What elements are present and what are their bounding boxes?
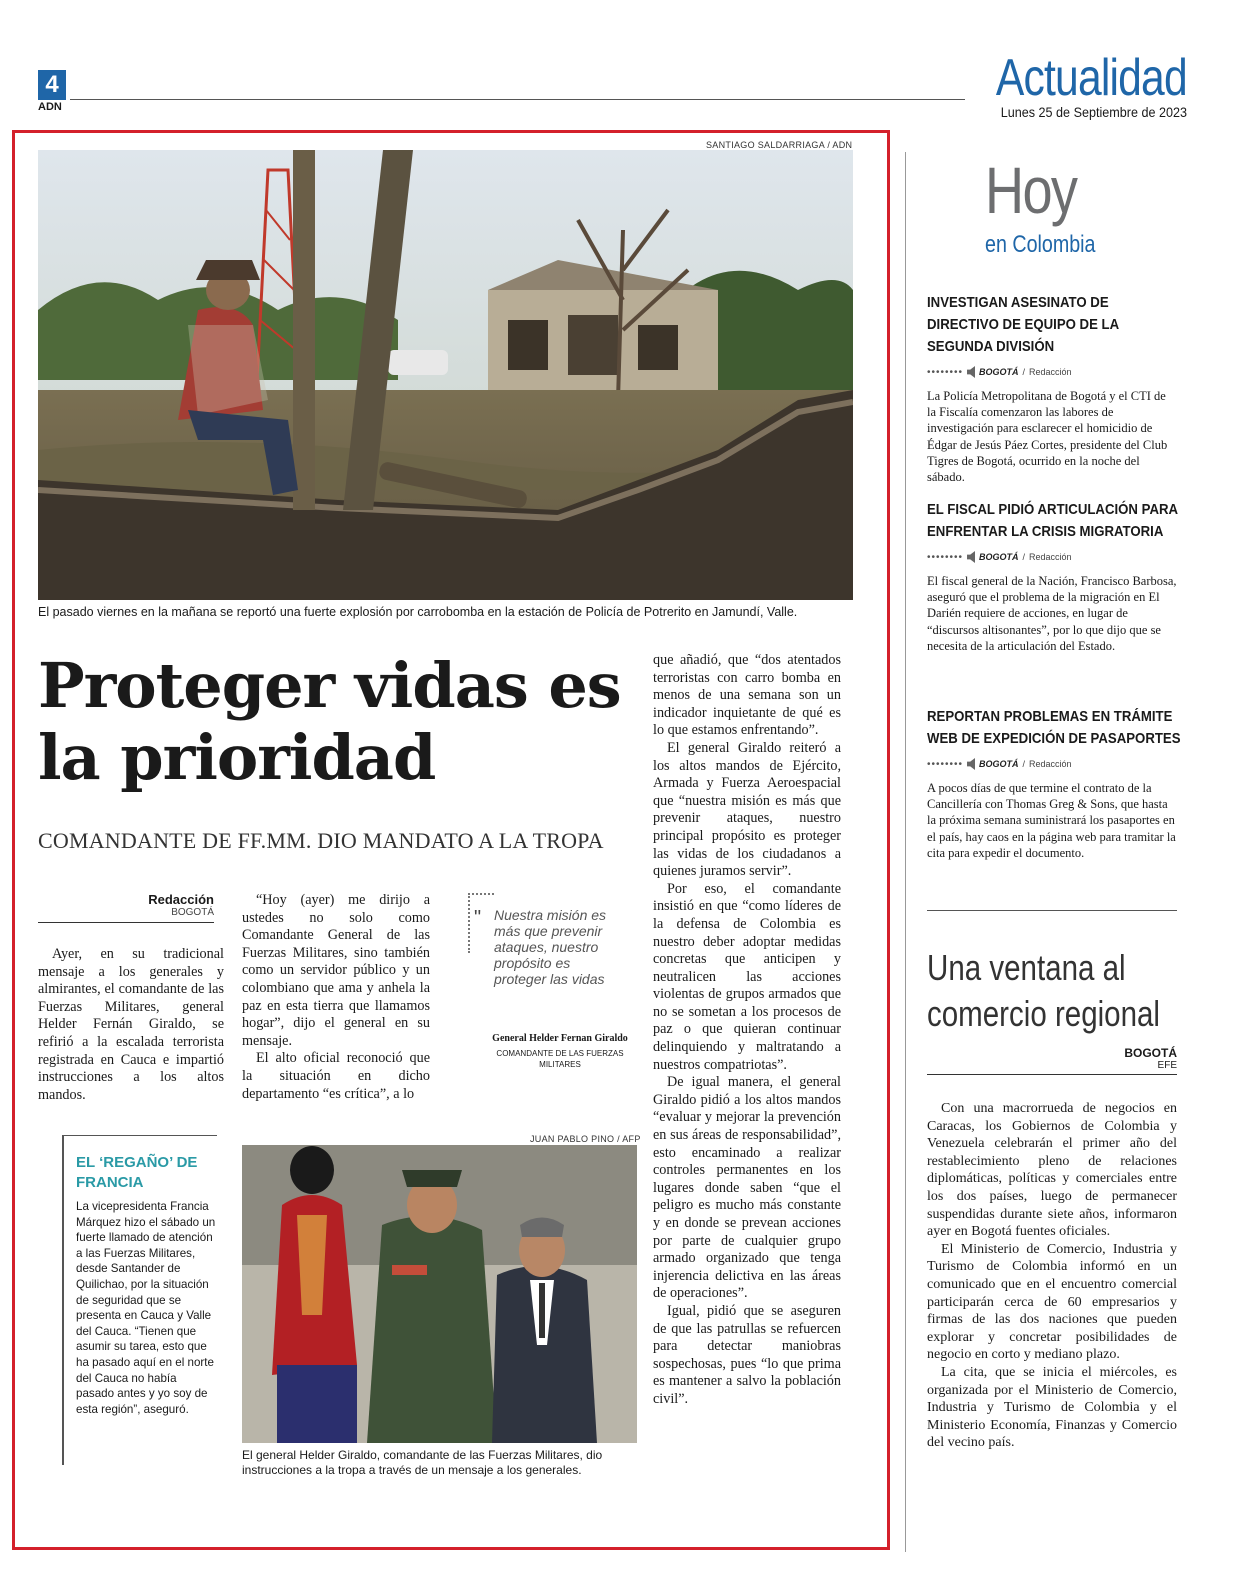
brief-meta (927, 758, 1177, 770)
paragraph: Con una macrorrueda de negocios en Caracas, los Gobiernos de Colombia y Venezuela celebrarán el primer año del restablecimiento pleno de relaciones diplomáticas, políticas y comerciales entre los dos países, luego de permanecer suspendidas durante siete años, informaron ayer en Bogotá fuentes oficiales. (927, 1101, 1177, 1240)
dots-icon: •••••••• (927, 366, 964, 378)
dots-icon: •••••••• (927, 758, 964, 770)
brief-body: A pocos días de que termine el contrato de la Cancillería con Thomas Greg & Sons, que hasta la próxima semana suministrará los pasaportes en el país, hay caos en la página web para tramitar la cita para expedir el documento. (927, 781, 1176, 860)
brief-meta (927, 366, 1177, 378)
hero-photo-credit: SANTIAGO SALDARRIAGA / ADN (706, 140, 853, 150)
brief-item (927, 706, 1181, 861)
page-number: 4 (38, 70, 66, 100)
box-title: EL ‘REGAÑO’ DE FRANCIA (76, 1154, 198, 1191)
dots-icon: •••••••• (927, 551, 964, 563)
deck: COMANDANTE DE FF.MM. DIO MANDATO A LA TROPA (38, 828, 604, 853)
speaker-icon (967, 366, 975, 378)
ventana-title: Una ventana al comercio regional (927, 947, 1160, 1034)
brief-location: BOGOTÁ (979, 759, 1019, 769)
brief-location: BOGOTÁ (979, 367, 1019, 377)
speaker-icon (967, 551, 975, 563)
paragraph: “Hoy (ayer) me dirijo a ustedes no solo como Comandante General de las Fuerzas Militares, sino también como un servidor público y un colombiano que ama y anhela la paz en esta tierra que llamamos hogar”, dijo el general en su mensaje. (242, 892, 430, 1049)
column-divider (905, 152, 906, 1552)
ventana-body (927, 1100, 1177, 1452)
paragraph: Ayer, en su tradicional mensaje a los generales y almirantes, el comandante de las Fuerzas Militares, general Helder Fernán Giraldo, se refirió a la escalada terrorista registrada en Cauca e impartió instrucciones a los altos mandos. (38, 946, 224, 1103)
pull-quote-text: Nuestra misión es más que prevenir ataques, nuestro propósito es proteger las vidas (494, 907, 607, 987)
byline-location: BOGOTÁ (171, 907, 214, 918)
sidebar-divider (927, 910, 1177, 911)
sidebar-title: Hoy (985, 153, 1077, 227)
brief-title: EL FISCAL PIDIÓ ARTICULACIÓN PARA ENFRENTAR LA CRISIS MIGRATORIA (927, 501, 1178, 540)
ventana-byline (927, 1046, 1177, 1075)
headline: Proteger vidas es la prioridad (38, 649, 621, 794)
header-rule (70, 99, 965, 100)
pull-quote-attribution (490, 1033, 630, 1070)
ventana-location: BOGOTÁ (1124, 1046, 1177, 1060)
paragraph: De igual manera, el general Giraldo pidió a los altos mandos “evaluar y mejorar la prevención en sus áreas de responsabilidad”, esto encaminado a realizar controles permanentes en los lugares donde saben “que el peligro es mucho más constante y en donde se prevean acciones por parte de cualquier grupo armado organizado que tenga injerencia delictiva en las áreas de operaciones”. (653, 1074, 841, 1302)
photo2-credit: JUAN PABLO PINO / AFP (530, 1134, 641, 1144)
separator: / (1022, 367, 1026, 377)
hero-photo (38, 150, 853, 600)
paragraph: El Ministerio de Comercio, Industria y Turismo de Colombia informó en un comunicado que en el encuentro comercial participarán cerca de 60 empresarios y firmas de las dos naciones que pueden explorar y concretar posibilidades de negocio en corto y mediano plazo. (927, 1241, 1177, 1363)
quote-mark-icon: " (474, 907, 482, 929)
pull-quote-name: General Helder Fernan Giraldo (492, 1033, 628, 1044)
separator: / (1022, 759, 1026, 769)
hero-caption: El pasado viernes en la mañana se reportó una fuerte explosión por carrobomba en la estación de Policía de Potrerito en Jamundí, Valle. (38, 605, 798, 619)
pull-quote-role: COMANDANTE DE LAS FUERZAS MILITARES (496, 1049, 624, 1069)
ventana-source: EFE (1157, 1060, 1177, 1071)
body-column-2 (242, 892, 430, 1103)
body-column-4 (653, 652, 841, 1409)
byline (38, 892, 214, 923)
issue-date: Lunes 25 de Septiembre de 2023 (1000, 104, 1187, 120)
brief-source: Redacción (1029, 367, 1072, 377)
brief-title: INVESTIGAN ASESINATO DE DIRECTIVO DE EQUIPO DE LA SEGUNDA DIVISIÓN (927, 294, 1119, 355)
paragraph: El alto oficial reconoció que la situación en dicho departamento “es crítica”, a lo (242, 1050, 430, 1102)
brief-item (927, 499, 1177, 654)
box-body: La vicepresidenta Francia Márquez hizo el sábado un fuerte llamado de atención a las Fuerzas Militares, desde Santander de Quilichao, por la situación de seguridad que se presenta en Cauca y Valle del Cauca. “Tienen que asumir su tarea, esto que ha pasado aquí en el norte del Cauca no había pasado antes y yo soy de esta región”, aseguró. (76, 1200, 216, 1416)
brief-body: La Policía Metropolitana de Bogotá y el CTI de la Fiscalía comenzaron las labores de investigación para esclarecer el homicidio de Édgar de Jesús Páez Cortes, presidente del Club Tigres de Bogotá, ocurrido en la noche del sábado. (927, 389, 1168, 485)
general-photo (242, 1145, 637, 1443)
brief-source: Redacción (1029, 552, 1072, 562)
paragraph: El general Giraldo reiteró a los altos mandos de Ejército, Armada y Fuerza Aeroespacial que “nuestra misión es más que prevenir ataques, nuestro principal propósito es proteger las vidas de los ciudadanos a quienes juramos servir”. (653, 739, 841, 880)
paragraph: Por eso, el comandante insistió en que “como líderes de la defensa de Colombia es nuestro deber adoptar medidas concretas que anticipen y neutralicen las acciones violentas de grupos armados que no se sometan a los procesos de paz o que quieran continuar delinquiendo y maltratando a nuestros compatriotas”. (653, 880, 841, 1073)
brand-logo: ADN (38, 101, 62, 113)
section-title: Actualidad (996, 49, 1187, 107)
paragraph: Igual, pidió que se aseguren de que las patrullas se refuercen para detectar maniobras sospechosas, pues “lo que prima es mantener a salvo la población civil”. (653, 1302, 841, 1407)
brief-meta (927, 551, 1177, 563)
paragraph: La cita, que se inicia el miércoles, es organizada por el Ministerio de Comercio, Industria y Turismo de Colombia y el Ministerio Economía, Finanzas y Comercio del vecino país. (927, 1364, 1177, 1451)
brief-item (927, 292, 1177, 485)
paragraph: que añadió, que “dos atentados terroristas con carro bomba en menos de una semana son un indicador inquietante de qué es lo que estamos enfrentando”. (653, 652, 841, 739)
body-column-1 (38, 946, 224, 1104)
byline-author: Redacción (148, 892, 214, 907)
speaker-icon (967, 758, 975, 770)
brief-source: Redacción (1029, 759, 1072, 769)
brief-title: REPORTAN PROBLEMAS EN TRÁMITE WEB DE EXPEDICIÓN DE PASAPORTES (927, 708, 1181, 747)
brief-body: El fiscal general de la Nación, Francisco Barbosa, aseguró que el problema de la migración en El Darién requiere de acciones, en lugar de “discursos altisonantes”, por lo que dijo que se necesita de la articulación del Estado. (927, 574, 1177, 653)
photo2-caption: El general Helder Giraldo, comandante de las Fuerzas Militares, dio instrucciones a la tropa a través de un mensaje a los generales. (242, 1448, 603, 1477)
brief-location: BOGOTÁ (979, 552, 1019, 562)
sidebar-subtitle: en Colombia (985, 231, 1096, 258)
separator: / (1022, 552, 1026, 562)
